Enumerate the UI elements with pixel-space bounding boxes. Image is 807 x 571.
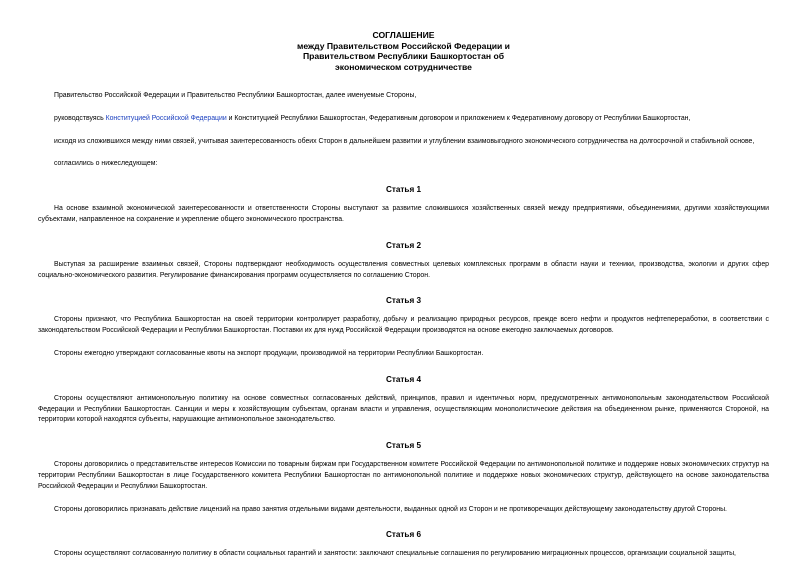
title-line: экономическом сотрудничестве [335,61,472,72]
article-paragraph: Выступая за расширение взаимных связей, Стороны подтверждают необходимость осуществления совместных целевых комплексных программ в области науки и техники, производства, экологии и других сфер социально-экономического развития. Регулирование финансирования программ осуществляется по соглашению Сторон. [38,260,769,279]
title-line: СОГЛАШЕНИЕ [372,30,435,40]
document-title [38,30,769,72]
article-heading: Статья 3 [385,296,422,306]
preamble-text: и Конституцией Республики Башкортостан, Федеративным договором и приложением к Федеративному договору от Республики Башкортостан, [226,114,691,122]
article-paragraph: Стороны договорились о представительстве интересов Комиссии по товарным биржам при Государственном комитете Российской Федерации по антимонопольной политике и поддержке новых экономических структур на территории Республики Башкортостан в лице Государственного комитета Республики Башкортостан по антимонопольной политике и поддержке новых экономических структур, действующего на основе законодательства Российской Федерации и Республики Башкортостан. [38,461,769,490]
preamble-paragraph: Правительство Российской Федерации и Правительство Республики Башкортостан, далее именуемые Стороны, [54,92,417,99]
article-paragraph: Стороны договорились признавать действие лицензий на право занятия отдельными видами деятельности, выданных одной из Сторон и не противоречащих действующему законодательству другой Стороны. [54,505,727,513]
title-line: Правительством Республики Башкортостан об [302,51,505,61]
preamble-paragraph: исходя из сложившихся между ними связей, учитывая заинтересованность обеих Сторон в дальнейшем развитии и углублении взаимовыгодного экономического сотрудничества на долгосрочной и стабильной основе, [54,137,755,145]
article-paragraph: Стороны ежегодно утверждают согласованные квоты на экспорт продукции, производимой на территории Республики Башкортостан. [54,349,484,357]
article-heading: Статья 6 [385,530,422,540]
preamble-paragraph [38,114,769,125]
article-heading: Статья 1 [385,185,422,195]
article-paragraph: Стороны осуществляют антимонопольную политику на основе совместных согласованных действий, принципов, правил и идентичных норм, предусмотренных антимонопольным законодательством Российской Федерации и Республики Башкортостан. Санкции и меры к хозяйствующим субъектам, органам власти и управления, осуществляющим монополистические действия на объединенном рынке, применяются Стороной, на территории которой находятся субъекты, нарушающие антимонопольное законодательство. [38,394,769,424]
title-line: между Правительством Российской Федерации и [297,40,510,51]
article-paragraph: Стороны признают, что Республика Башкортостан на своей территории контролирует разработку, добычу и реализацию природных ресурсов, прежде всего нефти и продуктов нефтепереработки, в соответствии с законодательством Российской Федерации и Республики Башкортостан. Поставки их для нужд Российской Федерации производятся на основе ежегодно заключаемых договоров. [38,316,769,335]
article-paragraph: На основе взаимной экономической заинтересованности и ответственности Стороны выступают за развитие сложившихся хозяйственных связей между предприятиями, объединениями, другими хозяйствующими субъектами, направленное на сохранение и укрепление общего экономического пространства. [38,205,769,223]
preamble-paragraph: согласились о нижеследующем: [54,160,158,168]
article-heading: Статья 2 [385,240,422,250]
constitution-link[interactable]: Конституцией Российской Федерации [105,114,227,122]
preamble-text: руководствуясь [54,114,106,122]
article-heading: Статья 4 [385,374,422,384]
article-paragraph: Стороны осуществляют согласованную политику в области социальных гарантий и занятости: заключают специальные соглашения по регулированию миграционных процессов, организации социальной защиты, [54,550,736,558]
article-heading: Статья 5 [385,441,422,451]
